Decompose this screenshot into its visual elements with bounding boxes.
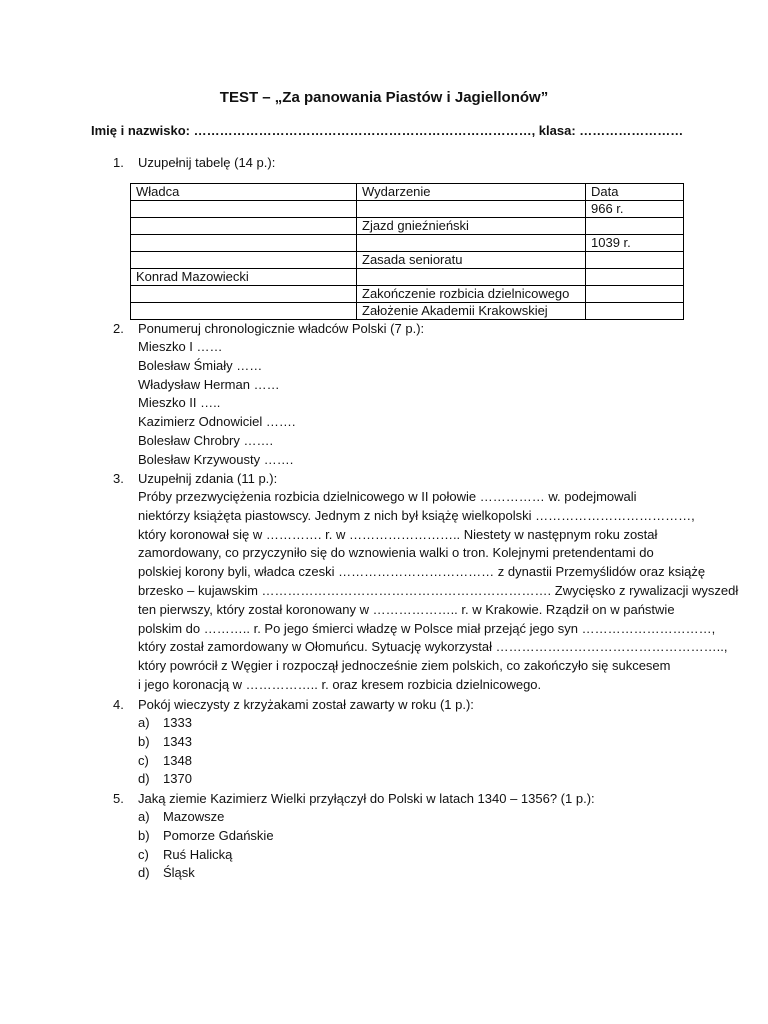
option-text: Mazowsze bbox=[163, 809, 225, 824]
question-4 bbox=[113, 695, 693, 789]
option-text: 1370 bbox=[163, 771, 192, 787]
table-cell[interactable] bbox=[586, 303, 684, 320]
test-title: TEST – „Za panowania Piastów i Jagiellonów” bbox=[219, 89, 549, 106]
option-letter: c) bbox=[138, 846, 149, 862]
gap-fill-line: zamordowany, co przyczyniło się do wznowienia walki o tron. Kolejnymi pretendentami do bbox=[138, 545, 654, 561]
answer-option[interactable] bbox=[138, 808, 693, 827]
table-row bbox=[131, 303, 684, 320]
table-cell[interactable] bbox=[131, 218, 357, 235]
question-1-number: 1. bbox=[113, 155, 124, 170]
gap-fill-line: polskiej korony byli, władca czeski ……………………………… z dynastii Przemyślidów oraz książę bbox=[138, 564, 706, 580]
question-4-text: Pokój wieczysty z krzyżakami został zawarty w roku (1 p.): bbox=[138, 697, 474, 712]
option-text: Śląsk bbox=[163, 865, 195, 881]
table-header-cell: Władca bbox=[131, 184, 357, 201]
gap-fill-line: brzesko – kujawskim …………………………………………………………. Zwycięsko z rywalizacji wyszedł bbox=[138, 582, 739, 598]
question-5 bbox=[113, 789, 693, 883]
option-text: 1333 bbox=[163, 715, 192, 730]
question-3-text: Uzupełnij zdania (11 p.): bbox=[138, 471, 278, 486]
question-3-number: 3. bbox=[113, 471, 124, 486]
table-cell[interactable] bbox=[586, 269, 684, 286]
option-text: Pomorze Gdańskie bbox=[163, 827, 274, 843]
answer-option[interactable] bbox=[138, 827, 693, 846]
answer-option[interactable] bbox=[138, 864, 693, 883]
ruler-item: Bolesław Krzywousty ……. bbox=[138, 451, 294, 467]
table-cell[interactable]: 966 r. bbox=[586, 201, 684, 218]
option-letter: b) bbox=[138, 827, 150, 843]
table-cell[interactable] bbox=[131, 252, 357, 269]
student-name-class-line: Imię i nazwisko: ……………………………………………………………………, klasa: …………………… bbox=[91, 123, 684, 138]
table-cell[interactable]: Założenie Akademii Krakowskiej bbox=[357, 303, 586, 320]
table-cell[interactable] bbox=[131, 201, 357, 218]
table-row bbox=[131, 252, 684, 269]
option-text: 1343 bbox=[163, 733, 192, 749]
ruler-item: Kazimierz Odnowiciel ……. bbox=[138, 414, 296, 430]
gap-fill-line: polskim do ……….. r. Po jego śmierci władzę w Polsce miał przejąć jego syn …………………………, bbox=[138, 620, 716, 636]
question-4-number: 4. bbox=[113, 697, 124, 712]
gap-fill-line: Próby przezwyciężenia rozbicia dzielnicowego w II połowie …………… w. podejmowali bbox=[138, 489, 637, 504]
table-cell[interactable] bbox=[131, 303, 357, 320]
answer-option[interactable] bbox=[138, 714, 693, 733]
option-letter: a) bbox=[138, 809, 150, 824]
question-2-text: Ponumeruj chronologicznie władców Polski (7 p.): bbox=[138, 321, 425, 336]
ruler-item: Władysław Herman …… bbox=[138, 376, 280, 392]
gap-fill-line: który powrócił z Węgier i rozpoczął jednocześnie ziem polskich, co zakończyło się sukcesem bbox=[138, 658, 671, 674]
gap-fill-line: ten pierwszy, który został koronowany w ……………….. r. w Krakowie. Rządził on w państwie bbox=[138, 601, 675, 617]
option-letter: b) bbox=[138, 733, 150, 749]
question-1-text: Uzupełnij tabelę (14 p.): bbox=[138, 155, 276, 170]
table-cell[interactable]: Zasada senioratu bbox=[357, 252, 586, 269]
table-cell[interactable]: Zakończenie rozbicia dzielnicowego bbox=[357, 286, 586, 303]
option-text: 1348 bbox=[163, 752, 192, 768]
question-2 bbox=[113, 319, 693, 470]
table-header-cell: Data bbox=[586, 184, 684, 201]
question-5-number: 5. bbox=[113, 791, 124, 806]
table-cell[interactable]: Konrad Mazowiecki bbox=[131, 269, 357, 286]
option-letter: d) bbox=[138, 865, 150, 881]
ruler-item: Bolesław Chrobry ……. bbox=[138, 432, 274, 448]
gap-fill-line: niektórzy książęta piastowscy. Jednym z nich był książę wielkopolski ………………………………, bbox=[138, 507, 695, 523]
answer-option[interactable] bbox=[138, 752, 693, 771]
table-header-cell: Wydarzenie bbox=[357, 184, 586, 201]
option-letter: d) bbox=[138, 771, 150, 787]
table-cell[interactable] bbox=[586, 252, 684, 269]
table-row bbox=[131, 286, 684, 303]
table-cell[interactable]: Zjazd gnieźnieński bbox=[357, 218, 586, 235]
table-cell[interactable] bbox=[357, 269, 586, 286]
table-row bbox=[131, 218, 684, 235]
answer-option[interactable] bbox=[138, 846, 693, 865]
question-5-text: Jaką ziemie Kazimierz Wielki przyłączył do Polski w latach 1340 – 1356? (1 p.): bbox=[138, 791, 595, 806]
option-text: Ruś Halicką bbox=[163, 846, 233, 862]
table-cell[interactable] bbox=[357, 201, 586, 218]
table-cell[interactable]: 1039 r. bbox=[586, 235, 684, 252]
question-2-number: 2. bbox=[113, 321, 124, 336]
question-1 bbox=[113, 153, 693, 172]
ruler-item: Mieszko I …… bbox=[138, 339, 223, 354]
table-row bbox=[131, 201, 684, 218]
table-cell[interactable] bbox=[131, 235, 357, 252]
table-row bbox=[131, 269, 684, 286]
answer-option[interactable] bbox=[138, 770, 693, 789]
ruler-item: Bolesław Śmiały …… bbox=[138, 357, 263, 373]
ruler-item: Mieszko II ….. bbox=[138, 395, 221, 411]
option-letter: a) bbox=[138, 715, 150, 730]
table-row bbox=[131, 235, 684, 252]
table-cell[interactable] bbox=[357, 235, 586, 252]
table-cell[interactable] bbox=[586, 218, 684, 235]
fill-in-table bbox=[130, 183, 684, 320]
gap-fill-line: który koronował się w …………. r. w …………………….. Niestety w następnym roku został bbox=[138, 526, 658, 542]
gap-fill-line: i jego koronacją w …………….. r. oraz kresem rozbicia dzielnicowego. bbox=[138, 676, 542, 692]
table-cell[interactable] bbox=[586, 286, 684, 303]
question-3 bbox=[113, 469, 739, 695]
table-cell[interactable] bbox=[131, 286, 357, 303]
gap-fill-line: który został zamordowany w Ołomuńcu. Sytuację wykorzystał …………………………………………….., bbox=[138, 639, 728, 655]
option-letter: c) bbox=[138, 752, 149, 768]
answer-option[interactable] bbox=[138, 733, 693, 752]
table-header-row bbox=[131, 184, 684, 201]
